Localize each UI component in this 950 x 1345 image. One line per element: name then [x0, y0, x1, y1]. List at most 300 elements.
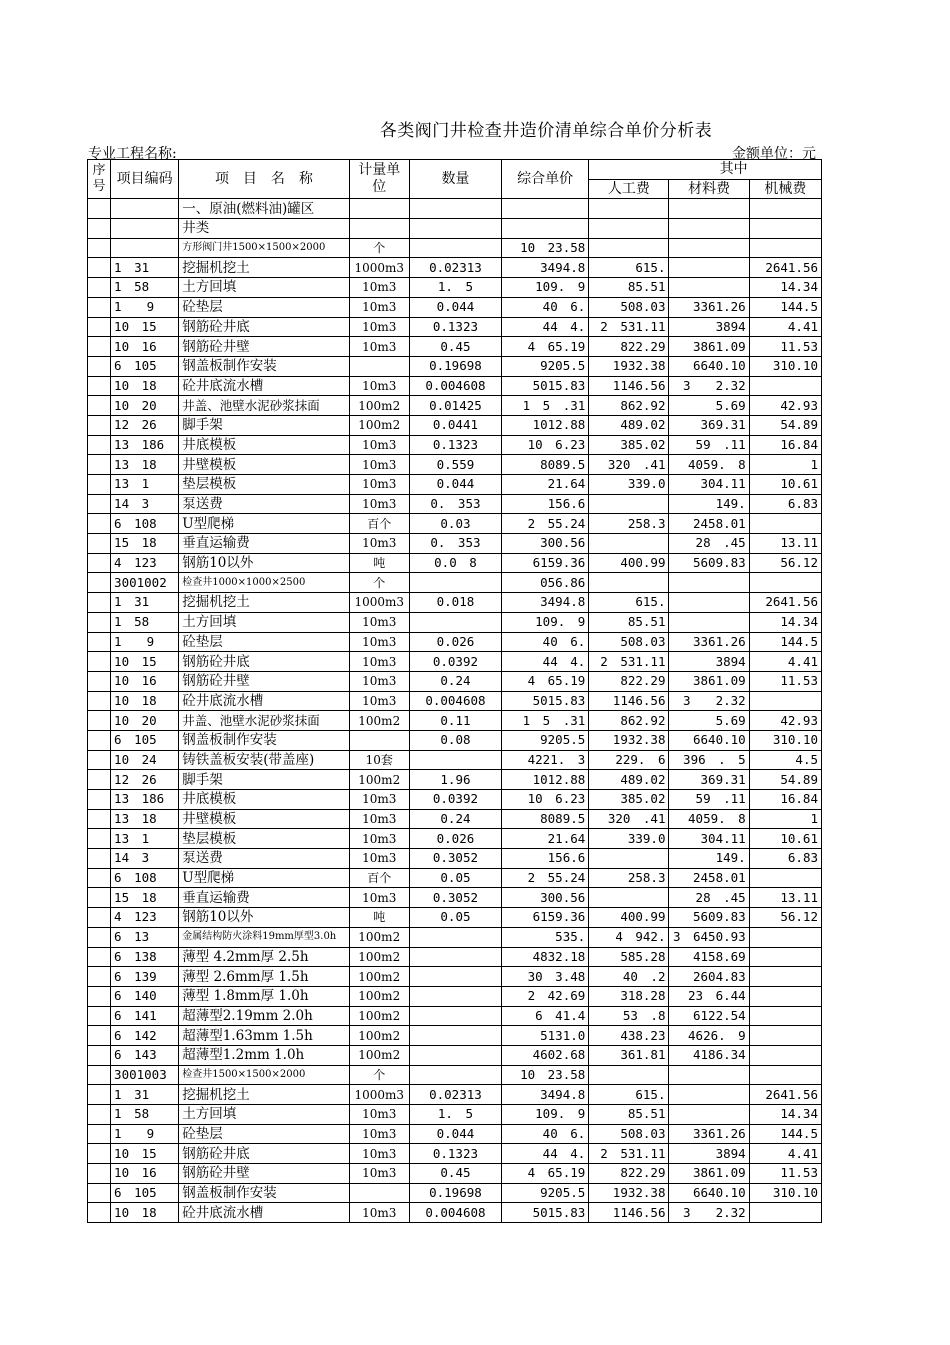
code-cell: 13 186	[111, 790, 179, 810]
qty-cell: 0.3052	[409, 888, 501, 908]
item-name-cell: 井盖、池壁水泥砂浆抹面	[179, 396, 349, 416]
item-name-cell: 挖掘机挖土	[179, 1085, 349, 1105]
table-row	[88, 770, 822, 790]
table-row	[88, 553, 822, 573]
unit-price-cell: 109. 9	[502, 612, 589, 632]
seq-cell	[88, 809, 111, 829]
material-cost-cell: 3861.09	[669, 1164, 749, 1184]
table-row	[88, 1105, 822, 1125]
labor-cost-cell: 862.92	[589, 396, 669, 416]
material-cost-cell	[669, 1105, 749, 1125]
project-name-label: 专业工程名称:	[88, 146, 177, 162]
item-name-cell: 钢筋10以外	[179, 553, 349, 573]
code-cell: 10 16	[111, 671, 179, 691]
labor-cost-cell: 400.99	[589, 908, 669, 928]
unit-cell: 百个	[349, 514, 409, 534]
item-name-cell: 一、原油(燃料油)罐区	[179, 199, 349, 219]
code-cell: 6 142	[111, 1026, 179, 1046]
unit-cell: 10m3	[349, 455, 409, 475]
unit-cell: 10m3	[349, 652, 409, 672]
material-cost-cell: 4158.69	[669, 947, 749, 967]
machine-cost-cell: 310.10	[749, 356, 821, 376]
qty-cell	[409, 573, 501, 593]
item-name-cell: 垂直运输费	[179, 888, 349, 908]
code-cell: 1 58	[111, 612, 179, 632]
unit-cell: 10m3	[349, 317, 409, 337]
item-name-cell: 钢盖板制作安装	[179, 1183, 349, 1203]
seq-cell	[88, 593, 111, 613]
material-cost-cell: 3361.26	[669, 297, 749, 317]
code-cell: 12 26	[111, 770, 179, 790]
code-cell: 13 18	[111, 809, 179, 829]
table-row	[88, 809, 822, 829]
labor-cost-cell: 385.02	[589, 790, 669, 810]
qty-cell	[409, 947, 501, 967]
qty-cell: 0.0441	[409, 415, 501, 435]
item-name-cell: 钢筋砼井壁	[179, 337, 349, 357]
table-row	[88, 632, 822, 652]
code-cell: 13 1	[111, 475, 179, 495]
labor-cost-cell: 85.51	[589, 1105, 669, 1125]
code-cell: 6 139	[111, 967, 179, 987]
unit-price-cell: 1 5 .31	[502, 396, 589, 416]
code-cell: 10 18	[111, 376, 179, 396]
unit-price-cell: 4 65.19	[502, 1164, 589, 1184]
item-name-cell: 砼垫层	[179, 297, 349, 317]
item-name-cell: 砼井底流水槽	[179, 1203, 349, 1223]
unit-price-cell: 8089.5	[502, 809, 589, 829]
table-row	[88, 1026, 822, 1046]
labor-cost-cell	[589, 238, 669, 258]
machine-cost-cell: 4.5	[749, 750, 821, 770]
header-seq: 序号	[88, 160, 111, 199]
material-cost-cell: 3 6450.93	[669, 927, 749, 947]
item-name-cell: 检查井1000×1000×2500	[179, 573, 349, 593]
unit-cell: 10m3	[349, 790, 409, 810]
code-cell: 6 105	[111, 730, 179, 750]
machine-cost-cell: 11.53	[749, 1164, 821, 1184]
unit-price-cell: 4 65.19	[502, 337, 589, 357]
code-cell: 1 9	[111, 1124, 179, 1144]
table-row	[88, 1144, 822, 1164]
code-cell: 6 108	[111, 514, 179, 534]
labor-cost-cell: 361.81	[589, 1045, 669, 1065]
item-name-cell: 钢筋砼井底	[179, 317, 349, 337]
material-cost-cell	[669, 219, 749, 239]
qty-cell	[409, 1006, 501, 1026]
seq-cell	[88, 1026, 111, 1046]
machine-cost-cell: 11.53	[749, 671, 821, 691]
material-cost-cell: 5.69	[669, 396, 749, 416]
unit-price-cell: 40 6.	[502, 632, 589, 652]
qty-cell	[409, 986, 501, 1006]
labor-cost-cell: 1146.56	[589, 1203, 669, 1223]
seq-cell	[88, 612, 111, 632]
seq-cell	[88, 475, 111, 495]
code-cell: 4 123	[111, 553, 179, 573]
unit-price-cell: 10 23.58	[502, 1065, 589, 1085]
table-row	[88, 927, 822, 947]
unit-price-cell: 1012.88	[502, 770, 589, 790]
material-cost-cell: 59 .11	[669, 790, 749, 810]
code-cell: 13 186	[111, 435, 179, 455]
item-name-cell: 超薄型2.19mm 2.0h	[179, 1006, 349, 1026]
labor-cost-cell: 40 .2	[589, 967, 669, 987]
machine-cost-cell	[749, 1045, 821, 1065]
code-cell: 6 141	[111, 1006, 179, 1026]
material-cost-cell: 4626. 9	[669, 1026, 749, 1046]
seq-cell	[88, 317, 111, 337]
item-name-cell: 泵送费	[179, 494, 349, 514]
table-row	[88, 219, 822, 239]
material-cost-cell: 4059. 8	[669, 455, 749, 475]
unit-price-cell: 21.64	[502, 475, 589, 495]
table-row	[88, 356, 822, 376]
unit-cell	[349, 219, 409, 239]
unit-price-cell: 2 55.24	[502, 514, 589, 534]
unit-price-cell: 5015.83	[502, 376, 589, 396]
code-cell: 14 3	[111, 849, 179, 869]
code-cell: 10 18	[111, 1203, 179, 1223]
seq-cell	[88, 1164, 111, 1184]
machine-cost-cell	[749, 376, 821, 396]
material-cost-cell	[669, 258, 749, 278]
unit-cell: 10套	[349, 750, 409, 770]
labor-cost-cell: 1932.38	[589, 356, 669, 376]
labor-cost-cell: 1146.56	[589, 376, 669, 396]
item-name-cell: 钢盖板制作安装	[179, 356, 349, 376]
qty-cell	[409, 967, 501, 987]
item-name-cell: 砼垫层	[179, 1124, 349, 1144]
machine-cost-cell: 310.10	[749, 730, 821, 750]
code-cell: 10 24	[111, 750, 179, 770]
labor-cost-cell	[589, 219, 669, 239]
table-row	[88, 711, 822, 731]
seq-cell	[88, 278, 111, 298]
qty-cell	[409, 1026, 501, 1046]
seq-cell	[88, 927, 111, 947]
qty-cell	[409, 927, 501, 947]
analysis-table	[87, 159, 822, 1223]
unit-price-cell: 4602.68	[502, 1045, 589, 1065]
code-cell: 6 140	[111, 986, 179, 1006]
header-name: 项 目 名 称	[179, 160, 349, 199]
material-cost-cell	[669, 593, 749, 613]
labor-cost-cell: 318.28	[589, 986, 669, 1006]
code-cell: 10 20	[111, 396, 179, 416]
item-name-cell: 砼井底流水槽	[179, 376, 349, 396]
seq-cell	[88, 967, 111, 987]
unit-price-cell: 5015.83	[502, 1203, 589, 1223]
machine-cost-cell: 310.10	[749, 1183, 821, 1203]
item-name-cell: 井壁模板	[179, 455, 349, 475]
unit-cell: 1000m3	[349, 1085, 409, 1105]
table-row	[88, 1065, 822, 1085]
labor-cost-cell: 822.29	[589, 1164, 669, 1184]
machine-cost-cell	[749, 868, 821, 888]
seq-cell	[88, 888, 111, 908]
seq-cell	[88, 219, 111, 239]
code-cell: 10 16	[111, 1164, 179, 1184]
code-cell: 1 9	[111, 297, 179, 317]
table-row	[88, 376, 822, 396]
machine-cost-cell: 4.41	[749, 1144, 821, 1164]
material-cost-cell: 59 .11	[669, 435, 749, 455]
machine-cost-cell	[749, 927, 821, 947]
unit-price-cell: 535.	[502, 927, 589, 947]
material-cost-cell	[669, 1085, 749, 1105]
seq-cell	[88, 908, 111, 928]
unit-cell: 10m3	[349, 632, 409, 652]
qty-cell	[409, 1065, 501, 1085]
qty-cell: 0.004608	[409, 691, 501, 711]
seq-cell	[88, 258, 111, 278]
machine-cost-cell: 14.34	[749, 612, 821, 632]
code-cell: 10 16	[111, 337, 179, 357]
item-name-cell: 井盖、池壁水泥砂浆抹面	[179, 711, 349, 731]
item-name-cell: 薄型 4.2mm厚 2.5h	[179, 947, 349, 967]
table-row	[88, 1164, 822, 1184]
machine-cost-cell	[749, 1065, 821, 1085]
qty-cell: 0.559	[409, 455, 501, 475]
labor-cost-cell: 862.92	[589, 711, 669, 731]
table-row	[88, 1124, 822, 1144]
qty-cell: 0.05	[409, 868, 501, 888]
unit-cell	[349, 730, 409, 750]
table-row	[88, 888, 822, 908]
table-row	[88, 986, 822, 1006]
material-cost-cell: 2458.01	[669, 514, 749, 534]
machine-cost-cell	[749, 514, 821, 534]
machine-cost-cell: 144.5	[749, 632, 821, 652]
machine-cost-cell: 144.5	[749, 297, 821, 317]
material-cost-cell: 3361.26	[669, 1124, 749, 1144]
unit-cell: 100m2	[349, 415, 409, 435]
material-cost-cell: 304.11	[669, 829, 749, 849]
machine-cost-cell: 56.12	[749, 908, 821, 928]
table-row	[88, 1006, 822, 1026]
labor-cost-cell	[589, 534, 669, 554]
machine-cost-cell: 42.93	[749, 711, 821, 731]
qty-cell: 1.96	[409, 770, 501, 790]
unit-price-cell: 2 55.24	[502, 868, 589, 888]
unit-cell: 吨	[349, 553, 409, 573]
item-name-cell: 脚手架	[179, 770, 349, 790]
labor-cost-cell: 258.3	[589, 514, 669, 534]
qty-cell: 0.004608	[409, 376, 501, 396]
material-cost-cell: 2458.01	[669, 868, 749, 888]
table-row	[88, 455, 822, 475]
qty-cell: 0.026	[409, 829, 501, 849]
code-cell: 14 3	[111, 494, 179, 514]
code-cell: 15 18	[111, 888, 179, 908]
item-name-cell: 土方回填	[179, 1105, 349, 1125]
machine-cost-cell: 10.61	[749, 475, 821, 495]
unit-cell: 10m3	[349, 809, 409, 829]
unit-price-cell: 21.64	[502, 829, 589, 849]
unit-cell: 100m2	[349, 396, 409, 416]
unit-price-cell: 3494.8	[502, 1085, 589, 1105]
code-cell: 6 13	[111, 927, 179, 947]
unit-cell: 10m3	[349, 337, 409, 357]
table-row	[88, 573, 822, 593]
unit-cell: 100m2	[349, 986, 409, 1006]
unit-cell: 10m3	[349, 376, 409, 396]
unit-cell: 个	[349, 573, 409, 593]
qty-cell: 0.08	[409, 730, 501, 750]
unit-price-cell: 44 4.	[502, 652, 589, 672]
qty-cell: 0.1323	[409, 317, 501, 337]
code-cell: 10 15	[111, 1144, 179, 1164]
unit-price-cell: 156.6	[502, 849, 589, 869]
table-row	[88, 278, 822, 298]
seq-cell	[88, 1144, 111, 1164]
code-cell: 12 26	[111, 415, 179, 435]
unit-cell: 10m3	[349, 475, 409, 495]
labor-cost-cell: 320 .41	[589, 455, 669, 475]
table-row	[88, 967, 822, 987]
seq-cell	[88, 415, 111, 435]
unit-price-cell: 10 6.23	[502, 790, 589, 810]
table-row	[88, 435, 822, 455]
seq-cell	[88, 1045, 111, 1065]
qty-cell: 0.01425	[409, 396, 501, 416]
item-name-cell: 挖掘机挖土	[179, 258, 349, 278]
seq-cell	[88, 1105, 111, 1125]
seq-cell	[88, 297, 111, 317]
item-name-cell: 挖掘机挖土	[179, 593, 349, 613]
machine-cost-cell: 14.34	[749, 1105, 821, 1125]
header-code: 项目编码	[111, 160, 179, 199]
seq-cell	[88, 337, 111, 357]
table-row	[88, 829, 822, 849]
item-name-cell: 检查井1500×1500×2000	[179, 1065, 349, 1085]
table-row	[88, 258, 822, 278]
unit-cell: 个	[349, 238, 409, 258]
qty-cell	[409, 750, 501, 770]
table-row	[88, 494, 822, 514]
material-cost-cell: 28 .45	[669, 888, 749, 908]
qty-cell: 0.24	[409, 809, 501, 829]
unit-price-cell: 300.56	[502, 888, 589, 908]
item-name-cell: 井底模板	[179, 790, 349, 810]
labor-cost-cell: 385.02	[589, 435, 669, 455]
item-name-cell: 薄型 1.8mm厚 1.0h	[179, 986, 349, 1006]
material-cost-cell: 2604.83	[669, 967, 749, 987]
code-cell	[111, 219, 179, 239]
seq-cell	[88, 790, 111, 810]
item-name-cell: 泵送费	[179, 849, 349, 869]
header-labor: 人工费	[589, 179, 669, 199]
unit-price-cell	[502, 219, 589, 239]
qty-cell: 0.05	[409, 908, 501, 928]
material-cost-cell: 3894	[669, 1144, 749, 1164]
table-body	[88, 199, 822, 1223]
machine-cost-cell: 10.61	[749, 829, 821, 849]
labor-cost-cell: 85.51	[589, 278, 669, 298]
labor-cost-cell	[589, 888, 669, 908]
unit-price-cell: 44 4.	[502, 1144, 589, 1164]
table-row	[88, 514, 822, 534]
item-name-cell: 井类	[179, 219, 349, 239]
machine-cost-cell	[749, 947, 821, 967]
seq-cell	[88, 691, 111, 711]
code-cell: 15 18	[111, 534, 179, 554]
machine-cost-cell	[749, 1026, 821, 1046]
code-cell: 3001002	[111, 573, 179, 593]
labor-cost-cell	[589, 494, 669, 514]
qty-cell: 0.044	[409, 297, 501, 317]
amount-unit-label: 金额单位：元	[732, 146, 816, 162]
unit-cell: 10m3	[349, 435, 409, 455]
table-row	[88, 1203, 822, 1223]
item-name-cell: 钢筋砼井壁	[179, 1164, 349, 1184]
labor-cost-cell	[589, 573, 669, 593]
unit-cell: 10m3	[349, 297, 409, 317]
qty-cell: 0.19698	[409, 1183, 501, 1203]
labor-cost-cell: 489.02	[589, 415, 669, 435]
table-row	[88, 1183, 822, 1203]
code-cell: 1 58	[111, 278, 179, 298]
seq-cell	[88, 632, 111, 652]
material-cost-cell: 4186.34	[669, 1045, 749, 1065]
qty-cell: 1. 5	[409, 278, 501, 298]
machine-cost-cell: 54.89	[749, 415, 821, 435]
seq-cell	[88, 1065, 111, 1085]
labor-cost-cell: 53 .8	[589, 1006, 669, 1026]
code-cell: 4 123	[111, 908, 179, 928]
material-cost-cell: 304.11	[669, 475, 749, 495]
seq-cell	[88, 671, 111, 691]
table-row	[88, 317, 822, 337]
material-cost-cell	[669, 573, 749, 593]
labor-cost-cell: 615.	[589, 258, 669, 278]
labor-cost-cell: 822.29	[589, 337, 669, 357]
unit-cell	[349, 356, 409, 376]
unit-cell: 10m3	[349, 1144, 409, 1164]
seq-cell	[88, 947, 111, 967]
machine-cost-cell: 13.11	[749, 534, 821, 554]
material-cost-cell: 3 2.32	[669, 1203, 749, 1223]
labor-cost-cell: 1146.56	[589, 691, 669, 711]
labor-cost-cell: 258.3	[589, 868, 669, 888]
qty-cell: 1. 5	[409, 1105, 501, 1125]
unit-price-cell: 40 6.	[502, 297, 589, 317]
qty-cell: 0.018	[409, 593, 501, 613]
labor-cost-cell: 2 531.11	[589, 1144, 669, 1164]
material-cost-cell: 5609.83	[669, 553, 749, 573]
code-cell	[111, 238, 179, 258]
unit-cell: 10m3	[349, 1105, 409, 1125]
material-cost-cell: 3894	[669, 317, 749, 337]
code-cell: 13 18	[111, 455, 179, 475]
unit-cell: 100m2	[349, 711, 409, 731]
labor-cost-cell: 585.28	[589, 947, 669, 967]
qty-cell: 0.1323	[409, 435, 501, 455]
machine-cost-cell	[749, 573, 821, 593]
item-name-cell: 超薄型1.2mm 1.0h	[179, 1045, 349, 1065]
seq-cell	[88, 356, 111, 376]
item-name-cell: 钢盖板制作安装	[179, 730, 349, 750]
machine-cost-cell: 42.93	[749, 396, 821, 416]
unit-cell	[349, 1183, 409, 1203]
code-cell: 6 138	[111, 947, 179, 967]
seq-cell	[88, 986, 111, 1006]
item-name-cell: 钢筋10以外	[179, 908, 349, 928]
unit-cell: 10m3	[349, 1124, 409, 1144]
material-cost-cell: 396 . 5	[669, 750, 749, 770]
qty-cell	[409, 612, 501, 632]
